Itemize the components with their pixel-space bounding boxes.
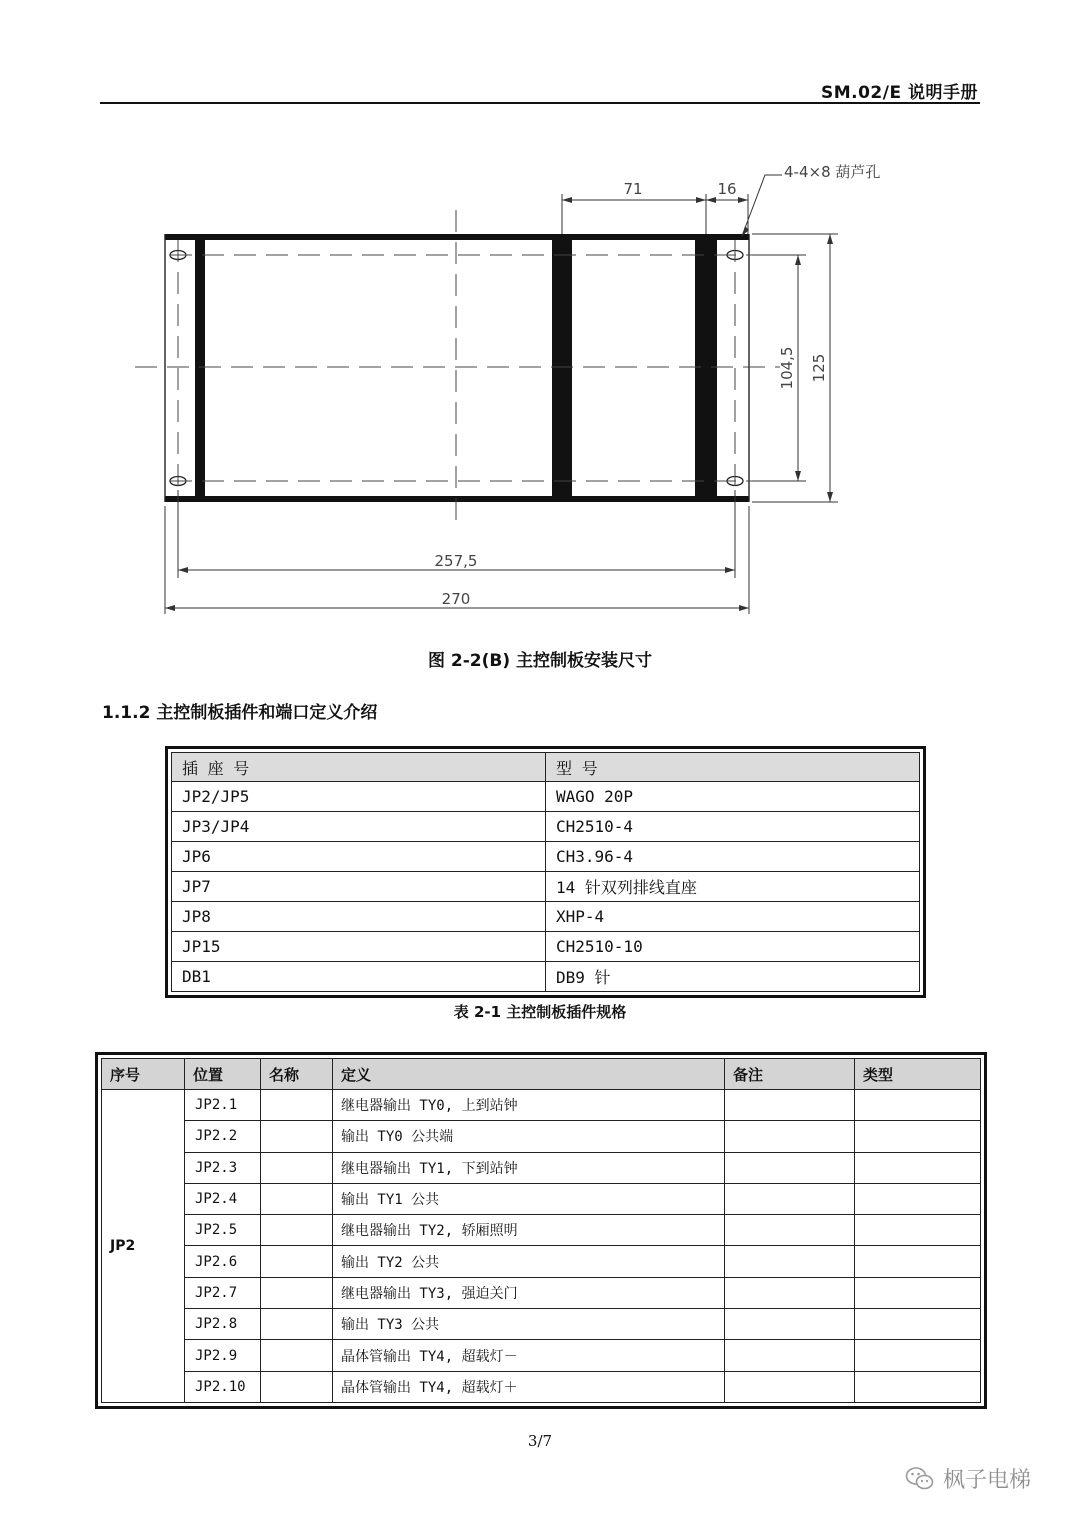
position-cell: JP2.6 (185, 1246, 261, 1277)
section-heading: 1.1.2 主控制板插件和端口定义介绍 (102, 703, 378, 723)
connector-cell: DB1 (172, 962, 546, 992)
definition-cell: 继电器输出 TY0, 上到站钟 (333, 1090, 725, 1121)
name-cell (261, 1277, 333, 1308)
type-cell (855, 1183, 981, 1214)
position-cell: JP2.3 (185, 1152, 261, 1183)
column-header-model: 型 号 (546, 753, 920, 782)
table-row (102, 1371, 981, 1402)
dim-label-16: 16 (717, 180, 737, 198)
note-cell (725, 1183, 855, 1214)
type-cell (855, 1152, 981, 1183)
frame-middle-bar (552, 234, 572, 502)
model-cell: WAGO 20P (546, 782, 920, 812)
header-divider (100, 102, 980, 104)
definition-cell: 继电器输出 TY2, 轿厢照明 (333, 1215, 725, 1246)
model-cell: 14 针双列排线直座 (546, 872, 920, 902)
definition-cell: 继电器输出 TY1, 下到站钟 (333, 1152, 725, 1183)
definition-cell: 输出 TY2 公共 (333, 1246, 725, 1277)
connector-cell: JP15 (172, 932, 546, 962)
column-header-type: 类型 (855, 1059, 981, 1090)
table-row (102, 1277, 981, 1308)
column-header-position: 位置 (185, 1059, 261, 1090)
name-cell (261, 1090, 333, 1121)
table-row (102, 1340, 981, 1371)
name-cell (261, 1183, 333, 1214)
position-cell: JP2.2 (185, 1121, 261, 1152)
note-cell (725, 1121, 855, 1152)
table-header-row (102, 1059, 981, 1090)
type-cell (855, 1215, 981, 1246)
table-row (102, 1309, 981, 1340)
name-cell (261, 1121, 333, 1152)
model-cell: CH2510-10 (546, 932, 920, 962)
note-cell (725, 1246, 855, 1277)
type-cell (855, 1277, 981, 1308)
name-cell (261, 1246, 333, 1277)
column-header-index: 序号 (102, 1059, 185, 1090)
type-cell (855, 1246, 981, 1277)
document-header-title: SM.02/E 说明手册 (820, 83, 978, 103)
table-row (172, 782, 920, 812)
type-cell (855, 1340, 981, 1371)
connector-group-cell: JP2 (102, 1090, 185, 1403)
note-cell (725, 1340, 855, 1371)
position-cell: JP2.1 (185, 1090, 261, 1121)
definition-cell: 输出 TY3 公共 (333, 1309, 725, 1340)
name-cell (261, 1152, 333, 1183)
note-cell (725, 1090, 855, 1121)
name-cell (261, 1309, 333, 1340)
note-cell (725, 1277, 855, 1308)
name-cell (261, 1215, 333, 1246)
pin-definition-table (95, 1052, 987, 1409)
model-cell: XHP-4 (546, 902, 920, 932)
definition-cell: 输出 TY1 公共 (333, 1183, 725, 1214)
mounting-dimension-drawing (120, 150, 920, 630)
connector-cell: JP6 (172, 842, 546, 872)
figure-caption: 图 2-2(B) 主控制板安装尺寸 (427, 651, 653, 671)
definition-cell: 晶体管输出 TY4, 超载灯－ (333, 1340, 725, 1371)
type-cell (855, 1121, 981, 1152)
table-row (172, 842, 920, 872)
watermark (905, 1463, 1031, 1494)
dim-label-104-5: 104,5 (778, 346, 796, 390)
table-row (102, 1152, 981, 1183)
name-cell (261, 1371, 333, 1402)
column-header-name: 名称 (261, 1059, 333, 1090)
frame-left-bar (195, 234, 205, 502)
position-cell: JP2.4 (185, 1183, 261, 1214)
model-cell: CH2510-4 (546, 812, 920, 842)
position-cell: JP2.7 (185, 1277, 261, 1308)
model-cell: CH3.96-4 (546, 842, 920, 872)
frame-right-bar (695, 234, 717, 502)
frame-top-bar (165, 234, 749, 240)
table-row (102, 1215, 981, 1246)
position-cell: JP2.8 (185, 1309, 261, 1340)
name-cell (261, 1340, 333, 1371)
table-row (102, 1121, 981, 1152)
table-row (172, 812, 920, 842)
note-cell (725, 1215, 855, 1246)
table-row (172, 962, 920, 992)
position-cell: JP2.9 (185, 1340, 261, 1371)
type-cell (855, 1309, 981, 1340)
table-row (102, 1183, 981, 1214)
table-row (172, 932, 920, 962)
connector-cell: JP2/JP5 (172, 782, 546, 812)
wechat-icon (905, 1466, 935, 1492)
definition-cell: 继电器输出 TY3, 强迫关门 (333, 1277, 725, 1308)
note-cell (725, 1309, 855, 1340)
column-header-definition: 定义 (333, 1059, 725, 1090)
connector-cell: JP8 (172, 902, 546, 932)
table-row (172, 902, 920, 932)
position-cell: JP2.5 (185, 1215, 261, 1246)
watermark-text: 枫子电梯 (943, 1468, 1032, 1493)
column-header-note: 备注 (725, 1059, 855, 1090)
frame-bottom-bar (165, 496, 749, 502)
dim-label-257-5: 257,5 (434, 552, 478, 570)
connector-cell: JP3/JP4 (172, 812, 546, 842)
dim-label-125: 125 (810, 353, 828, 383)
table-header-row (172, 753, 920, 782)
table-row (102, 1090, 981, 1121)
note-cell (725, 1152, 855, 1183)
hole-note-label: 4-4×8 葫芦孔 (784, 163, 881, 181)
page-number: 3/7 (527, 1432, 553, 1450)
dim-label-71: 71 (623, 180, 643, 198)
definition-cell: 晶体管输出 TY4, 超载灯＋ (333, 1371, 725, 1402)
model-cell: DB9 针 (546, 962, 920, 992)
table-row (102, 1246, 981, 1277)
note-cell (725, 1371, 855, 1402)
dim-label-270: 270 (441, 590, 471, 608)
type-cell (855, 1090, 981, 1121)
table-row (172, 872, 920, 902)
connector-spec-table (165, 746, 926, 998)
type-cell (855, 1371, 981, 1402)
table-caption: 表 2-1 主控制板插件规格 (453, 1003, 627, 1021)
definition-cell: 输出 TY0 公共端 (333, 1121, 725, 1152)
position-cell: JP2.10 (185, 1371, 261, 1402)
connector-cell: JP7 (172, 872, 546, 902)
column-header-connector: 插 座 号 (172, 753, 546, 782)
